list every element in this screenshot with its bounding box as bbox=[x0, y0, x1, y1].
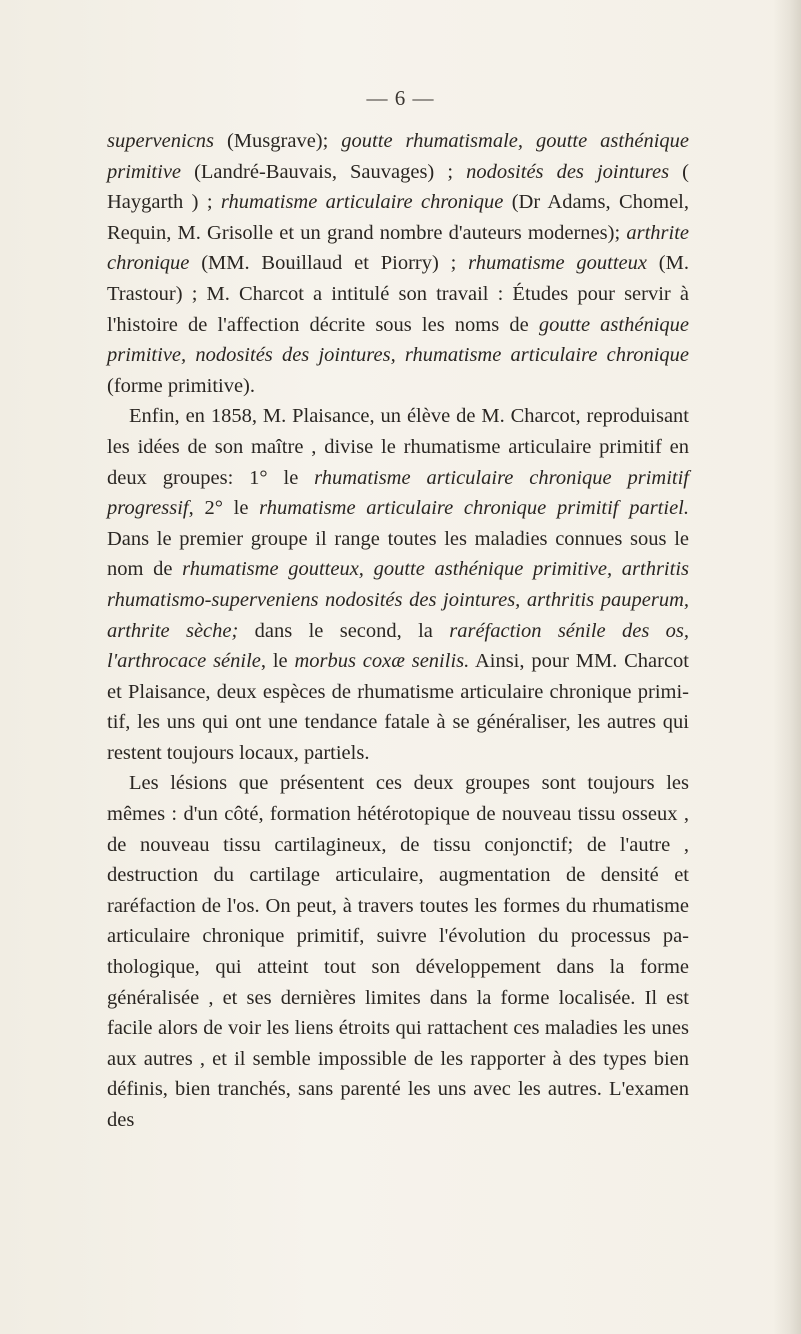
text-run: Les lésions que présentent ces deux groupes sont toujours les mêmes : d'un côté, formation hétérotopique de nouveau tissu osseux , de nouveau tissu cartilagineux, de tissu conjonctif; de l'autre , destruction du cartilage articulaire, augmentation de densité et raréfaction de l'os. On peut, à travers toutes les formes du rhumatisme articulaire chronique primitif, suivre l'évolution du processus pathologique, qui atteint tout son développement dans la forme généralisée , et ses dernières limites dans la forme localisée. Il est facile alors de voir les liens étroits qui rattachent ces maladies les unes aux autres , et il semble impossible de les rapporter à des types bien définis, bien tranchés, sans parenté les uns avec les autres. L'examen des bbox=[107, 772, 689, 1131]
text-run: (Dr Adams, Chomel, Requin, M. Grisolle et un grand nombre d'auteurs modernes); bbox=[107, 191, 689, 244]
text-run: (forme primitive). bbox=[107, 374, 256, 397]
italic-text-run: rhumatisme articulaire chronique primitif progressif bbox=[107, 466, 689, 520]
italic-text-run: arthrite chronique bbox=[107, 221, 689, 275]
text-run: Dans le premier groupe il range toutes les maladies connues sous le nom de bbox=[107, 527, 689, 581]
text-run: dans le second, la bbox=[238, 619, 450, 642]
text-run: (Landré-Bauvais, Sauvages) ; bbox=[181, 160, 467, 183]
italic-text-run: nodosités des jointures bbox=[466, 160, 670, 183]
text-run: Ainsi, pour MM. Charcot et Plaisance, deux espèces de rhumatisme articulaire chronique primitif, les uns qui ont une tendance fatale à se généraliser, les autres qui restent toujours locaux, partiels. bbox=[107, 650, 690, 764]
paragraph bbox=[107, 126, 689, 401]
text-run: (MM. Bouillaud et Piorry) ; bbox=[189, 252, 469, 275]
body-text bbox=[107, 126, 689, 1136]
italic-text-run: raréfaction sénile des os, l'arthrocace sénile bbox=[107, 619, 689, 673]
text-run: Enfin, en 1858, M. Plaisance, un élève de M. Charcot, reproduisant les idées de son maître , divise le rhumatisme articulaire primitif en deux groupes: 1° le bbox=[107, 405, 689, 489]
italic-text-run: rhumatisme goutteux bbox=[468, 252, 647, 275]
text-run: ( Haygarth ) ; bbox=[107, 160, 689, 214]
italic-text-run: supervenicns bbox=[107, 130, 215, 152]
page-number: — 6 — bbox=[366, 86, 435, 110]
italic-text-run: rhumatisme articulaire chronique primitif partiel. bbox=[259, 497, 689, 520]
italic-text-run: rhumatisme articulaire chronique bbox=[220, 191, 504, 214]
paragraph bbox=[107, 401, 689, 768]
text-run: , le bbox=[260, 650, 295, 673]
paragraph bbox=[107, 768, 689, 1135]
text-run: (Musgrave); bbox=[214, 130, 342, 152]
italic-text-run: rhumatisme goutteux, goutte asthénique primitive, arthritis rhumatismo-superveniens nodosités des jointures, arthritis pauperum, arthrite sèche; bbox=[107, 558, 689, 642]
italic-text-run: morbus coxæ senilis. bbox=[294, 650, 470, 673]
text-run: , 2° le bbox=[188, 497, 260, 520]
italic-text-run: goutte asthénique primitive, nodosités des jointures, rhumatisme articulaire chronique bbox=[107, 313, 689, 367]
text-run: (M. Trastour) ; M. Charcot a intitulé son travail : Études pour servir à l'histoire de l'affection décrite sous les noms de bbox=[107, 252, 689, 336]
italic-text-run: goutte rhumatismale, goutte asthénique primitive bbox=[107, 130, 689, 183]
page-edge-shadow bbox=[773, 0, 801, 1334]
